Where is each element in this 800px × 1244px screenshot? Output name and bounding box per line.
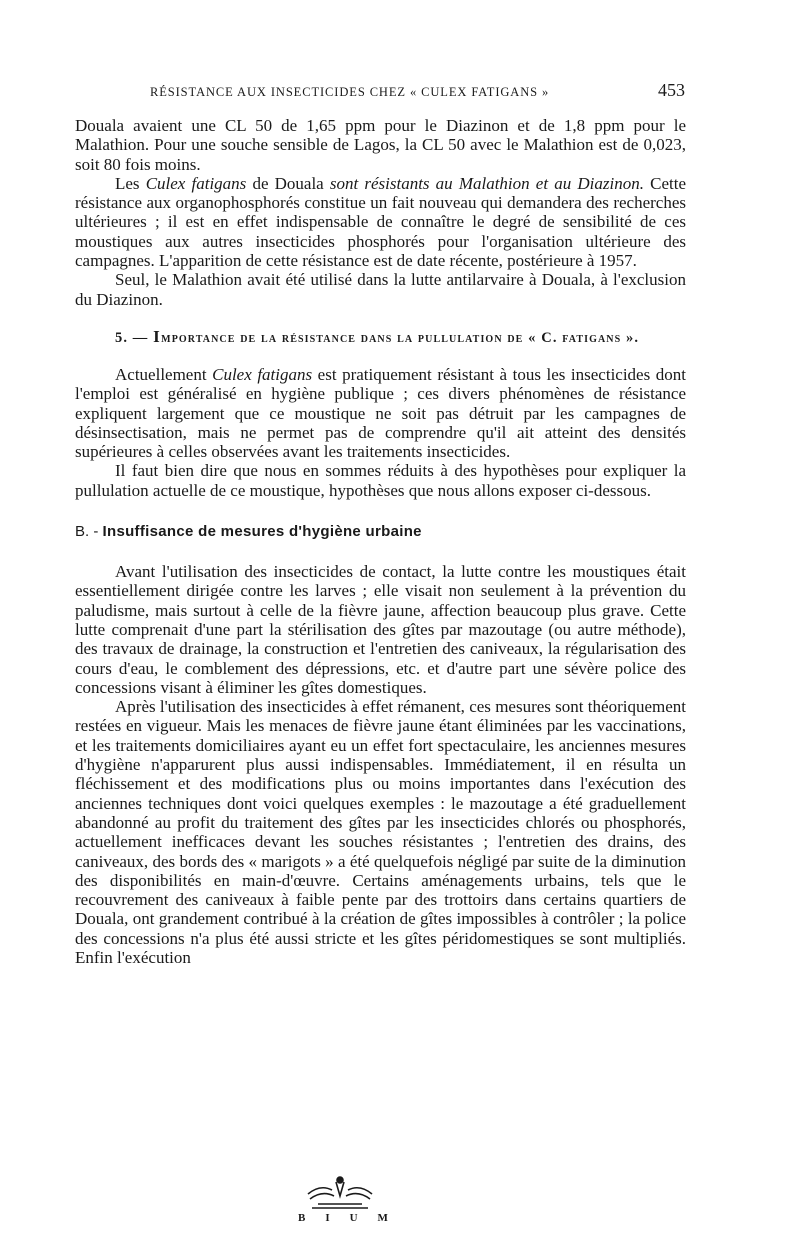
section-heading-b — [75, 522, 686, 542]
body-text — [75, 116, 686, 967]
text-run: Cette résistance aux organophosphorés constitue un fait nouveau qui demandera des recherches ultérieures ; il est en effet indispensable de connaître le degré de sensibilité de ces moustiques aux autres insecticides phosphorés pour l'organisation ultérieure des campagnes. L'apparition de cette résistance est de date récente, postérieure à 1957. — [75, 173, 686, 271]
emphasis-conclusion: sont résistants au Malathion et au Diazinon. — [329, 173, 644, 193]
page-number: 453 — [658, 80, 685, 100]
paragraph-after-insecticides: Après l'utilisation des insecticides à effet rémanent, ces mesures sont théoriquement restées en vigueur. Mais les menaces de fièvre jaune étant éliminées par les vaccinations, et les traitements domiciliaires ayant eu un effet fort spectaculaire, les anciennes mesures d'hygiène n'apparurent plus aussi indispensables. Immédiatement, il en résulta un fléchissement et des modifications plus ou moins importantes dans l'exécution des anciennes techniques dont voici quelques exemples : le mazoutage a été graduellement abandonné au profit du traitement des gîtes par les insecticides chlorés ou phosphorés, actuellement inefficaces devant les souches résistantes ; l'entretien des drains, des caniveaux, des bords des « marigots » a été quelquefois négligé par suite de la diminution des disponibilités en main-d'œuvre. Certains aménagements urbains, tels que le recouvrement des caniveaux à faible pente par des trottoirs dans certains quartiers de Douala, ont grandement contribué à la création de gîtes impossibles à contrôler ; la police des concessions n'a plus été aussi stricte et les gîtes péridomestiques se sont multipliés. Enfin l'exécution — [75, 697, 686, 967]
paragraph-current-resistance — [75, 365, 686, 461]
paragraph-larval-control: Avant l'utilisation des insecticides de contact, la lutte contre les moustiques était essentiellement dirigée contre les larves ; elle visait non seulement à la prévention du paludisme, mais surtout à celle de la fièvre jaune, affection beaucoup plus grave. Cette lutte comprenait d'une part la stérilisation des gîtes par mazoutage (ou autre méthode), des travaux de drainage, la construction et l'entretien des caniveaux, la régularisation des cours d'eau, le comblement des dépressions, etc. et d'autre part une sévère police des concessions visant à éliminer les gîtes domestiques. — [75, 562, 686, 697]
text-run: est pratiquement résistant à tous les insecticides dont l'emploi est généralisé en hygiène publique ; ces divers phénomènes de résistance expliquent largement que ce moustique ne soit pas détruit par les campagnes de désinsectisation, mais ne permet pas de comprendre qu'il ait atteint des densités supérieures à celles observées avant les traitements insecticides. — [75, 364, 686, 462]
species-name: Culex fatigans — [212, 364, 313, 384]
paragraph-hypotheses: Il faut bien dire que nous en sommes réduits à des hypothèses pour expliquer la pullulation actuelle de ce moustique, hypothèses que nous allons exposer ci-dessous. — [75, 461, 686, 500]
logo-text: BIUM — [298, 1212, 408, 1224]
section-title: Insuffisance de mesures d'hygiène urbaine — [102, 523, 422, 541]
section-heading-5 — [75, 326, 686, 349]
section-title-initial: I — [153, 326, 162, 346]
paragraph-malathion-use: Seul, le Malathion avait été utilisé dans la lutte antilarvaire à Douala, à l'exclusion du Diazinon. — [75, 270, 686, 309]
paragraph-resistance-finding — [75, 174, 686, 270]
paragraph-continuation: Douala avaient une CL 50 de 1,65 ppm pour le Diazinon et de 1,8 ppm pour le Malathion. Pour une souche sensible de Lagos, la CL 50 avec le Malathion est de 0,023, soit 80 fois moins. — [75, 116, 686, 174]
page-header — [150, 80, 685, 101]
text-run: Actuellement — [115, 364, 213, 384]
section-title: mportance de la résistance dans la pullulation de « C. fatigans ». — [161, 329, 640, 346]
running-title: RÉSISTANCE AUX INSECTICIDES CHEZ « CULEX FATIGANS » — [150, 85, 550, 99]
text-run: de Douala — [246, 173, 330, 193]
section-number: 5. — — [115, 329, 154, 346]
species-name: Culex fatigans — [145, 173, 247, 193]
section-letter: B. - — [75, 523, 103, 541]
text-run: Les — [115, 173, 146, 193]
